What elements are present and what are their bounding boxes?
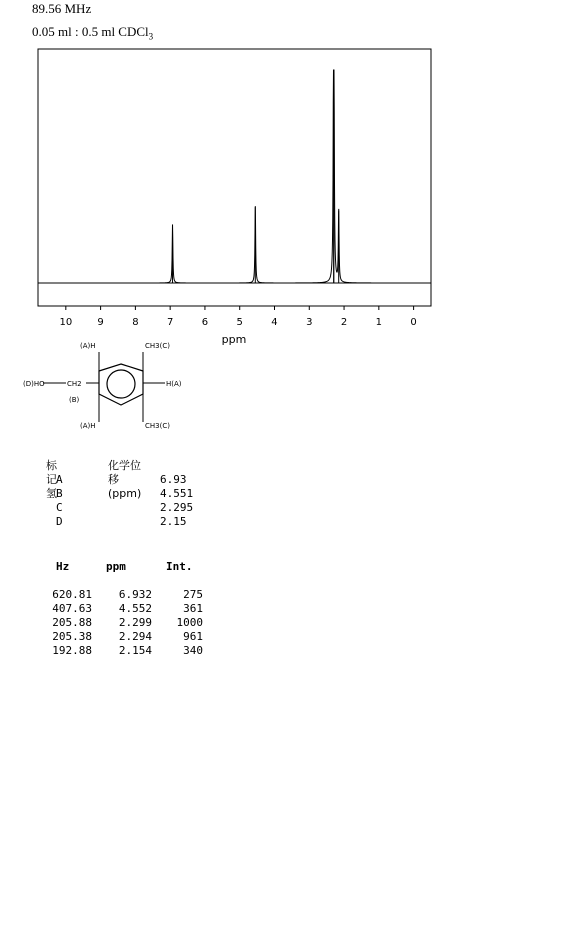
assignment-header-shift: 化学位移 (ppm): [108, 459, 142, 500]
assignment-label: D: [56, 515, 63, 528]
peak-ppm: 2.299: [118, 616, 152, 629]
peak-hz: 407.63: [52, 602, 92, 615]
peak-hz: 620.81: [52, 588, 92, 601]
peak-row: [46, 644, 203, 658]
spectrum-line: [39, 70, 430, 283]
x-axis-label: ppm: [221, 333, 247, 346]
label-h-right: H(A): [166, 380, 182, 388]
peak-row: [46, 616, 203, 630]
peak-row: [46, 588, 203, 602]
x-tick-label: 3: [306, 317, 313, 328]
peak-hz: 192.88: [52, 644, 92, 657]
aromatic-circle: [107, 370, 135, 398]
x-tick-label: 1: [375, 317, 383, 328]
peak-rows: [46, 588, 203, 658]
x-ticks: [59, 306, 416, 328]
sample-subscript: 3: [148, 31, 154, 42]
peak-ppm: 6.932: [118, 588, 152, 601]
peak-table-header: [46, 560, 193, 574]
label-a-top: (A)H: [80, 342, 96, 350]
assignment-shift: 2.15: [160, 515, 187, 528]
x-tick-label: 9: [97, 317, 104, 328]
peak-int: 340: [183, 644, 203, 657]
x-tick-label: 4: [271, 317, 278, 328]
label-ch3-top: CH3(C): [145, 342, 170, 350]
peak-row: [46, 602, 203, 616]
header-ppm: ppm: [106, 560, 126, 573]
peak-ppm: 2.294: [118, 630, 152, 643]
peak-row: [46, 630, 203, 644]
spectrometer-frequency: 89.56 MHz: [32, 1, 92, 16]
x-tick-label: 10: [59, 317, 73, 328]
peak-ppm: 2.154: [118, 644, 152, 657]
assignment-label: B: [56, 487, 63, 500]
assignment-label: A: [56, 473, 63, 486]
x-tick-label: 6: [201, 317, 209, 328]
peak-hz: 205.88: [52, 616, 92, 629]
x-tick-label: 2: [340, 317, 348, 328]
x-tick-label: 5: [236, 317, 243, 328]
peak-int: 1000: [176, 616, 203, 629]
header-hz: Hz: [56, 560, 70, 573]
peak-marks: [173, 70, 339, 283]
assignment-shift: 2.295: [160, 501, 194, 514]
assignment-label: C: [56, 501, 63, 514]
peak-hz: 205.38: [52, 630, 92, 643]
peak-int: 361: [183, 602, 203, 615]
plot-frame: [38, 49, 431, 306]
x-tick-label: 8: [132, 317, 139, 328]
label-b: (B): [69, 396, 80, 404]
assignment-header-label: 标记氢: [46, 459, 57, 500]
label-ch2: CH2: [67, 380, 82, 388]
assignment-shift: 4.551: [160, 487, 194, 500]
peak-table: [46, 560, 203, 658]
x-tick-label: 7: [166, 317, 174, 328]
peak-int: 275: [183, 588, 203, 601]
label-a-bottom: (A)H: [80, 422, 96, 430]
header-int: Int.: [166, 560, 193, 573]
spectrum-chart: [0, 0, 570, 440]
sample-text: 0.05 ml : 0.5 ml CDCl: [32, 24, 149, 39]
x-tick-label: 0: [410, 317, 417, 328]
peak-ppm: 4.552: [118, 602, 152, 615]
label-ho: (D)HO: [23, 380, 45, 388]
chemical-structure: [23, 342, 182, 430]
assignment-shift: 6.93: [160, 473, 187, 486]
peak-int: 961: [183, 630, 203, 643]
label-ch3-bottom: CH3(C): [145, 422, 170, 430]
